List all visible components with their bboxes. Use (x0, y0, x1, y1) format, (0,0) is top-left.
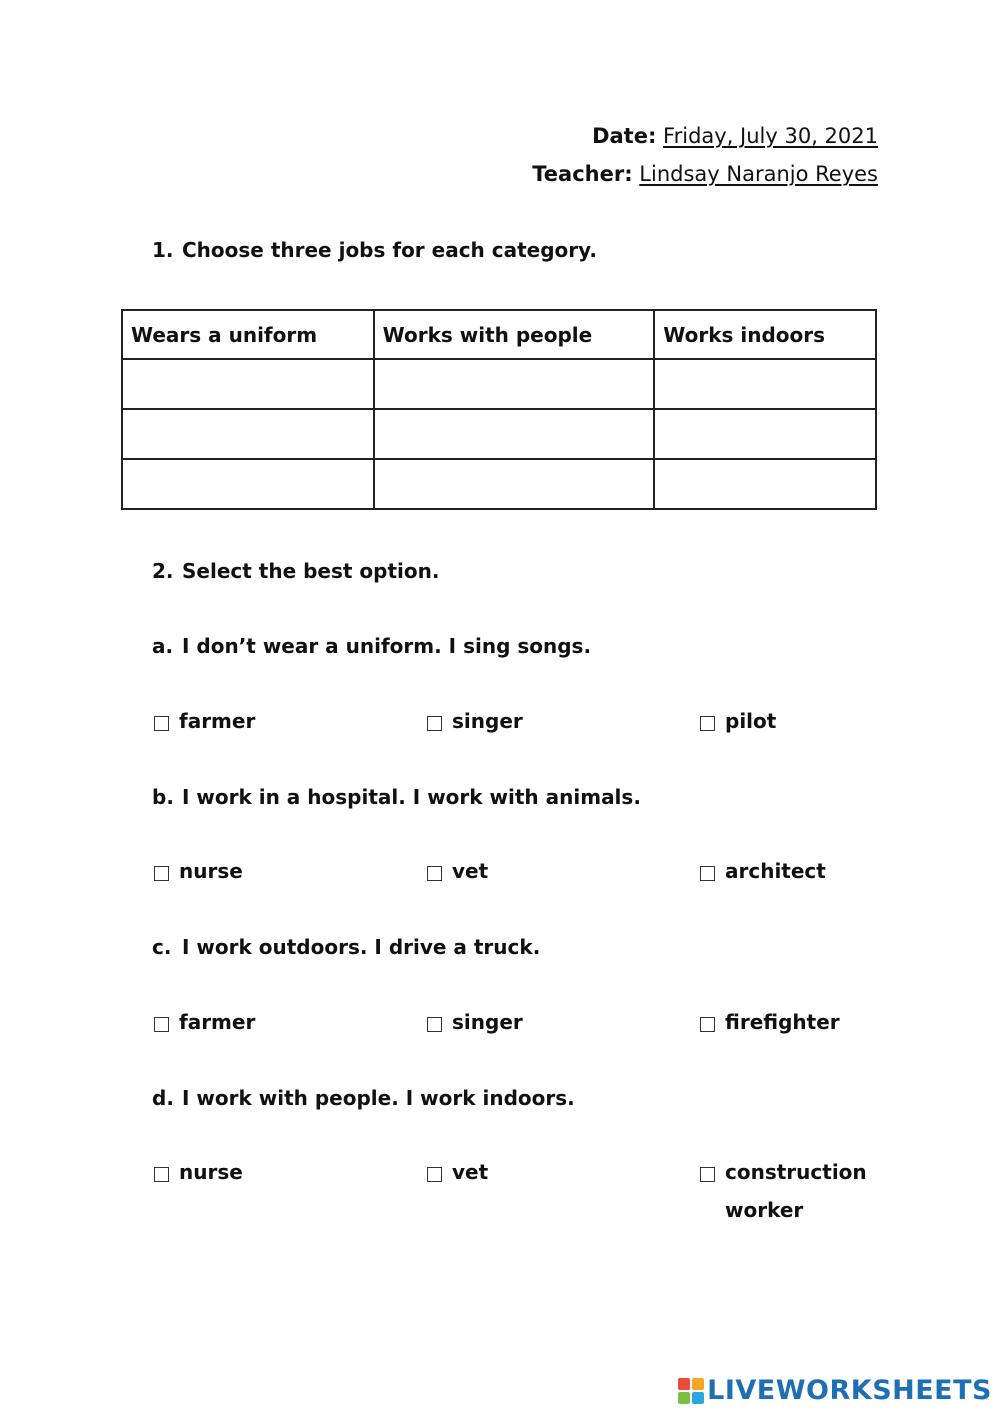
logo-square-icon (678, 1392, 690, 1404)
section2-text: Select the best option. (182, 559, 440, 583)
checkbox[interactable] (154, 716, 169, 731)
date-label: Date: (592, 124, 657, 148)
option-c1[interactable] (154, 1011, 255, 1041)
liveworksheets-logo (678, 1375, 992, 1406)
option-label: vet (452, 1160, 489, 1184)
checkbox[interactable] (427, 1017, 442, 1032)
option-d2[interactable] (427, 1161, 488, 1191)
option-label: architect (725, 859, 826, 883)
table-header-cell: Works with people (374, 310, 655, 359)
checkbox[interactable] (427, 716, 442, 731)
table-row (122, 409, 876, 459)
answer-cell[interactable] (654, 409, 876, 459)
question-c (152, 935, 540, 959)
option-b1[interactable] (154, 860, 243, 890)
checkbox[interactable] (154, 866, 169, 881)
date-value: Friday, July 30, 2021 (663, 124, 878, 148)
checkbox[interactable] (427, 866, 442, 881)
section2-number: 2. (152, 559, 174, 583)
section1-number: 1. (152, 238, 174, 262)
table-header-row (122, 310, 876, 359)
question-text: I work outdoors. I drive a truck. (182, 935, 541, 959)
section1-text: Choose three jobs for each category. (182, 238, 597, 262)
table-row (122, 459, 876, 509)
answer-cell[interactable] (374, 359, 655, 409)
section2-instruction (152, 559, 439, 583)
option-label: nurse (179, 1160, 243, 1184)
question-d (152, 1086, 575, 1110)
answer-cell[interactable] (122, 409, 374, 459)
answer-cell[interactable] (122, 359, 374, 409)
table-row (122, 359, 876, 409)
question-b (152, 785, 641, 809)
checkbox[interactable] (700, 716, 715, 731)
checkbox[interactable] (700, 1017, 715, 1032)
question-text: I don’t wear a uniform. I sing songs. (182, 634, 592, 658)
option-a3[interactable] (700, 710, 776, 740)
answer-cell[interactable] (374, 459, 655, 509)
answer-cell[interactable] (374, 409, 655, 459)
option-b2[interactable] (427, 860, 488, 890)
date-line (592, 124, 878, 148)
teacher-line (532, 162, 878, 186)
checkbox[interactable] (427, 1167, 442, 1182)
option-label: singer (452, 709, 523, 733)
checkbox[interactable] (154, 1167, 169, 1182)
option-b3[interactable] (700, 860, 826, 890)
option-c2[interactable] (427, 1011, 523, 1041)
teacher-label: Teacher: (532, 162, 633, 186)
option-a2[interactable] (427, 710, 523, 740)
logo-square-icon (692, 1392, 704, 1404)
logo-text: LIVEWORKSHEETS (707, 1375, 992, 1406)
question-a (152, 634, 591, 658)
question-text: I work in a hospital. I work with animals. (182, 785, 641, 809)
option-label: farmer (179, 1010, 256, 1034)
option-label: singer (452, 1010, 523, 1034)
table-header-cell: Works indoors (654, 310, 876, 359)
question-letter: d. (152, 1086, 174, 1110)
option-label: firefighter (725, 1010, 840, 1034)
option-label: pilot (725, 709, 777, 733)
question-letter: b. (152, 785, 174, 809)
option-d1[interactable] (154, 1161, 243, 1191)
option-label: construction worker (725, 1160, 867, 1222)
option-a1[interactable] (154, 710, 255, 740)
section1-instruction (152, 238, 597, 262)
jobs-table (121, 309, 877, 510)
checkbox[interactable] (700, 1167, 715, 1182)
option-c3[interactable] (700, 1011, 840, 1041)
option-label: farmer (179, 709, 256, 733)
logo-mark-icon (678, 1378, 704, 1404)
option-d3[interactable] (700, 1161, 867, 1229)
question-letter: a. (152, 634, 174, 658)
answer-cell[interactable] (654, 359, 876, 409)
teacher-value: Lindsay Naranjo Reyes (639, 162, 878, 186)
answer-cell[interactable] (122, 459, 374, 509)
option-label: nurse (179, 859, 243, 883)
question-letter: c. (152, 935, 172, 959)
question-text: I work with people. I work indoors. (182, 1086, 575, 1110)
answer-cell[interactable] (654, 459, 876, 509)
checkbox[interactable] (154, 1017, 169, 1032)
logo-square-icon (678, 1378, 690, 1390)
checkbox[interactable] (700, 866, 715, 881)
logo-square-icon (692, 1378, 704, 1390)
table-header-cell: Wears a uniform (122, 310, 374, 359)
option-label: vet (452, 859, 489, 883)
